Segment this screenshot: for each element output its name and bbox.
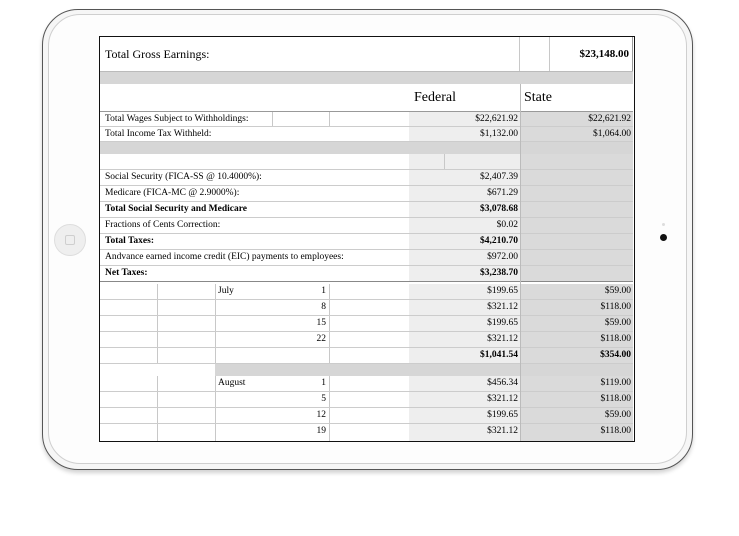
- table-row: [100, 424, 633, 441]
- table-row: [100, 250, 633, 266]
- july-total-federal: $1,041.54: [409, 348, 520, 363]
- tax-label: Total Taxes:: [105, 236, 155, 246]
- home-button[interactable]: [54, 224, 86, 256]
- table-row: [100, 300, 633, 316]
- table-row: [100, 348, 633, 364]
- table-row: [100, 170, 633, 186]
- table-row: [100, 408, 633, 424]
- federal-value: $199.65: [409, 284, 520, 299]
- state-value: $59.00: [520, 316, 633, 331]
- spreadsheet-screen: [99, 36, 635, 442]
- federal-value: $199.65: [409, 316, 520, 331]
- federal-value: $456.34: [409, 376, 520, 391]
- tax-federal: $2,407.39: [409, 170, 520, 185]
- home-square-icon: [65, 235, 75, 245]
- federal-value: $321.12: [409, 332, 520, 347]
- tax-federal: $3,238.70: [409, 266, 520, 281]
- state-value: $118.00: [520, 392, 633, 407]
- state-value: $118.00: [520, 332, 633, 347]
- july-total-state: $354.00: [520, 348, 633, 363]
- sensor-dot: [662, 223, 665, 226]
- income-tax-federal: $1,132.00: [409, 127, 520, 141]
- table-row: [100, 112, 633, 127]
- column-header-row: [100, 84, 633, 112]
- day-value: 1: [321, 286, 326, 296]
- table-row: [100, 234, 633, 250]
- tax-federal: $3,078.68: [409, 202, 520, 217]
- tax-label: Social Security (FICA-SS @ 10.4000%):: [105, 172, 262, 182]
- separator-band: [100, 364, 633, 376]
- separator-band: [100, 72, 633, 84]
- separator-band: [100, 142, 633, 154]
- gross-earnings-row: [100, 37, 633, 72]
- state-value: $119.00: [520, 376, 633, 391]
- tax-federal: $972.00: [409, 250, 520, 265]
- tax-federal: $4,210.70: [409, 234, 520, 249]
- table-row: [100, 316, 633, 332]
- income-tax-state: $1,064.00: [520, 127, 633, 141]
- tax-label: Andvance earned income credit (EIC) payments to employees:: [105, 252, 344, 262]
- wages-federal: $22,621.92: [409, 112, 520, 126]
- tax-federal: $671.29: [409, 186, 520, 201]
- table-row: [100, 266, 633, 282]
- table-row: [100, 376, 633, 392]
- tax-label: Net Taxes:: [105, 268, 148, 278]
- state-value: $59.00: [520, 284, 633, 299]
- state-value: $118.00: [520, 300, 633, 315]
- tax-label: Total Social Security and Medicare: [105, 204, 247, 214]
- table-row: [100, 186, 633, 202]
- federal-header: Federal: [414, 90, 456, 105]
- month-label: August: [218, 378, 246, 388]
- table-row: [100, 202, 633, 218]
- day-value: 5: [321, 394, 326, 404]
- table-row: [100, 392, 633, 408]
- state-value: $59.00: [520, 408, 633, 423]
- month-label: July: [218, 286, 234, 296]
- table-row: [100, 218, 633, 234]
- day-value: 15: [316, 318, 326, 328]
- wages-state: $22,621.92: [520, 112, 633, 126]
- income-tax-label: Total Income Tax Withheld:: [105, 129, 212, 139]
- wages-label: Total Wages Subject to Withholdings:: [105, 114, 249, 124]
- gross-earnings-label: Total Gross Earnings:: [105, 47, 210, 61]
- table-row: [100, 284, 633, 300]
- tax-label: Medicare (FICA-MC @ 2.9000%):: [105, 188, 240, 198]
- table-row: [100, 127, 633, 142]
- federal-value: $321.12: [409, 392, 520, 407]
- state-header: State: [524, 90, 552, 105]
- day-value: 19: [316, 426, 326, 436]
- day-value: 8: [321, 302, 326, 312]
- day-value: 12: [316, 410, 326, 420]
- table-row: [100, 332, 633, 348]
- gross-earnings-value: $23,148.00: [579, 48, 629, 60]
- day-value: 1: [321, 378, 326, 388]
- spacer-row: [100, 154, 633, 170]
- federal-value: $199.65: [409, 408, 520, 423]
- day-value: 22: [316, 334, 326, 344]
- tax-federal: $0.02: [409, 218, 520, 233]
- camera-icon: [660, 234, 667, 241]
- state-value: $118.00: [520, 424, 633, 441]
- federal-value: $321.12: [409, 424, 520, 441]
- federal-value: $321.12: [409, 300, 520, 315]
- tax-label: Fractions of Cents Correction:: [105, 220, 221, 230]
